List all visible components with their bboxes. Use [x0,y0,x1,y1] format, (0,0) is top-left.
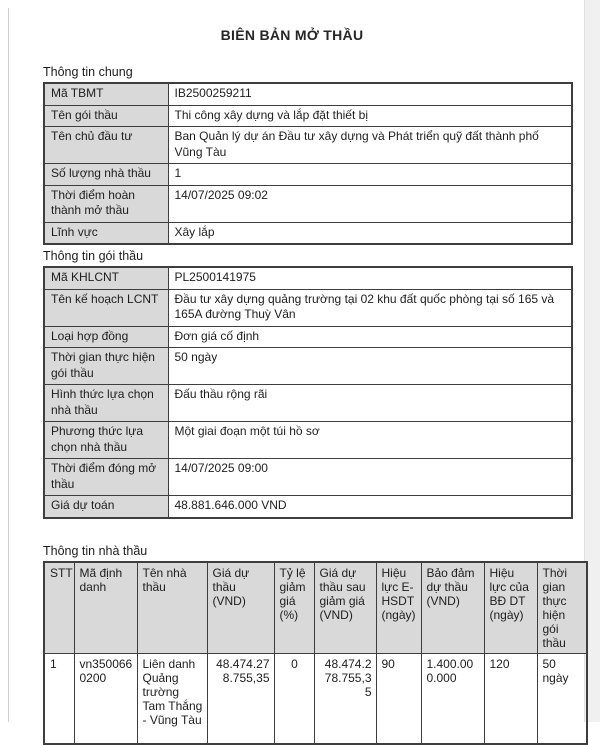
column-header: STT [44,562,74,654]
row-label: Thời gian thực hiện gói thầu [44,348,168,385]
row-label: Tên kế hoạch LCNT [44,289,168,326]
column-header: Tên nhà thầu [137,562,207,654]
cell-gia-sau-giam-gia: 48.474.278.755,35 [314,653,376,744]
row-label: Số lượng nhà thầu [44,164,168,186]
row-value: 1 [168,164,572,186]
cell-hieu-luc-bddt: 120 [484,653,537,744]
section-heading-contractors: Thông tin nhà thầu [43,543,584,559]
cell-stt: 1 [44,653,74,744]
row-label: Tên gói thầu [44,105,168,127]
row-value: 14/07/2025 09:00 [168,459,572,496]
row-value: Ban Quản lý dự án Đầu tư xây dựng và Phát triển quỹ đất thành phố Vũng Tàu [168,127,572,164]
cell-thoi-gian-thuc-hien: 50 ngày [537,653,587,744]
row-label: Mã TBMT [44,83,168,105]
table-row [44,653,587,744]
table-row [44,326,572,348]
contractors-table [43,561,588,745]
row-label: Tên chủ đầu tư [44,127,168,164]
table-row [44,222,572,244]
table-row [44,105,572,127]
row-label: Mã KHLCNT [44,267,168,289]
table-row [44,164,572,186]
table-row [44,385,572,422]
table-row [44,289,572,326]
table-row [44,83,572,105]
row-label: Loại hợp đồng [44,326,168,348]
row-value: 14/07/2025 09:02 [168,185,572,222]
table-row [44,422,572,459]
cell-gia-du-thau: 48.474.278.755,35 [207,653,274,744]
column-header: Hiệu lực E-HSDT (ngày) [376,562,421,654]
document-content [0,64,584,745]
page-title: BIÊN BẢN MỞ THẦU [0,27,584,43]
column-header: Bảo đảm dự thầu (VND) [421,562,484,654]
package-info-table [43,266,573,519]
row-label: Lĩnh vực [44,222,168,244]
row-value: Đấu thầu rộng rãi [168,385,572,422]
cell-ten-nha-thau: Liên danh Quảng trường Tam Thắng - Vũng Tàu [137,653,207,744]
row-label: Giá dự toán [44,496,168,518]
table-header-row [44,562,587,654]
column-header: Thời gian thực hiện gói thầu [537,562,587,654]
column-header: Tỷ lệ giảm giá (%) [274,562,314,654]
column-header: Giá dự thầu (VND) [207,562,274,654]
column-header: Giá dự thầu sau giảm giá (VND) [314,562,376,654]
general-info-table [43,82,573,245]
row-value: Đơn giá cố định [168,326,572,348]
row-value: 50 ngày [168,348,572,385]
row-value: PL2500141975 [168,267,572,289]
column-header: Mã định danh [74,562,137,654]
row-value: Đầu tư xây dựng quảng trường tại 02 khu đất quốc phòng tại số 165 và 165A đường Thuỳ Vân [168,289,572,326]
row-label: Hình thức lựa chọn nhà thầu [44,385,168,422]
row-value: 48.881.646.000 VND [168,496,572,518]
cell-hieu-luc-ehsdt: 90 [376,653,421,744]
table-row [44,267,572,289]
row-label: Phương thức lựa chọn nhà thầu [44,422,168,459]
cell-ty-le-giam-gia: 0 [274,653,314,744]
cell-ma-dinh-danh: vn3500660200 [74,653,137,744]
row-value: Thi công xây dựng và lắp đặt thiết bị [168,105,572,127]
row-value: IB2500259211 [168,83,572,105]
column-header: Hiệu lực của BĐ DT (ngày) [484,562,537,654]
row-label: Thời điểm hoàn thành mở thầu [44,185,168,222]
row-label: Thời điểm đóng mở thầu [44,459,168,496]
row-value: Một giai đoạn một túi hồ sơ [168,422,572,459]
section-heading-general: Thông tin chung [43,64,584,80]
section-heading-package: Thông tin gói thầu [43,248,584,264]
table-row [44,185,572,222]
cell-bao-dam-du-thau: 1.400.000.000 [421,653,484,744]
table-row [44,496,572,518]
row-value: Xây lắp [168,222,572,244]
table-row [44,127,572,164]
table-row [44,348,572,385]
table-row [44,459,572,496]
